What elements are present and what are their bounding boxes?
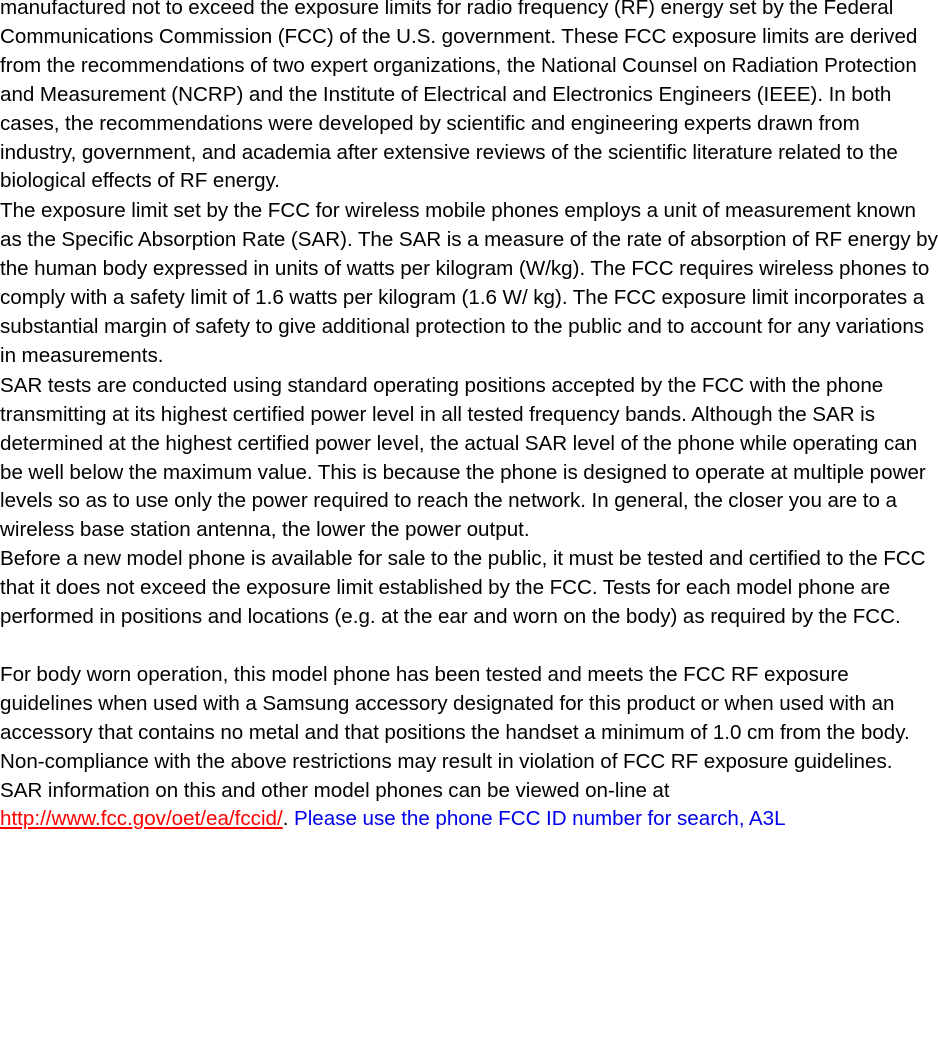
paragraph-sar-definition: The exposure limit set by the FCC for wireless mobile phones employs a unit of measurement known as the Specific Absorption Rate (SAR). The SAR is a measure of the rate of absorption of RF energy by the human body expressed in units of watts per kilogram (W/kg). The FCC requires wireless phones to comply with a safety limit of 1.6 watts per kilogram (1.6 W/ kg). The FCC exposure limit incorporates a substantial margin of safety to give additional protection to the public and to account for any variations in measurements.	[0, 199, 938, 367]
fcc-id-search-note: Please use the phone FCC ID number for search, A3L	[294, 807, 786, 831]
paragraph-body-worn: For body worn operation, this model phone has been tested and meets the FCC RF exposure guidelines when used with a Samsung accessory designated for this product or when used with an accessory that contains no metal and that positions the handset a minimum of 1.0 cm from the body.	[0, 662, 910, 744]
paragraph-fcc-limits: manufactured not to exceed the exposure limits for radio frequency (RF) energy set by the Federal Communications Commission (FCC) of the U.S. government. These FCC exposure limits are derived from the recommendations of two expert organizations, the National Counsel on Radiation Protection and Measurement (NCRP) and the Institute of Electrical and Electronics Engineers (IEEE). In both cases, the recommendations were developed by scientific and engineering experts drawn from industry, government, and academia after extensive reviews of the scientific literature related to the biological effects of RF energy.	[0, 0, 918, 193]
link-period: .	[282, 807, 289, 831]
sar-info-intro: SAR information on this and other model phones can be viewed on-line at	[0, 778, 670, 802]
paragraph-certification: Before a new model phone is available for sale to the public, it must be tested and certified to the FCC that it does not exceed the exposure limit established by the FCC. Tests for each model phone are performed in positions and locations (e.g. at the ear and worn on the body) as required by the FCC.	[0, 547, 926, 629]
fcc-id-link[interactable]: http://www.fcc.gov/oet/ea/fccid/	[0, 807, 283, 831]
paragraph-non-compliance: Non-compliance with the above restrictions may result in violation of FCC RF exposure guidelines.	[0, 749, 893, 773]
paragraph-sar-tests: SAR tests are conducted using standard operating positions accepted by the FCC with the phone transmitting at its highest certified power level in all tested frequency bands. Although the SAR is determined at the highest certified power level, the actual SAR level of the phone while operating can be well below the maximum value. This is because the phone is designed to operate at multiple power levels so as to use only the power required to reach the network. In general, the closer you are to a wireless base station antenna, the lower the power output.	[0, 373, 926, 542]
paragraph-sar-info	[0, 777, 938, 835]
